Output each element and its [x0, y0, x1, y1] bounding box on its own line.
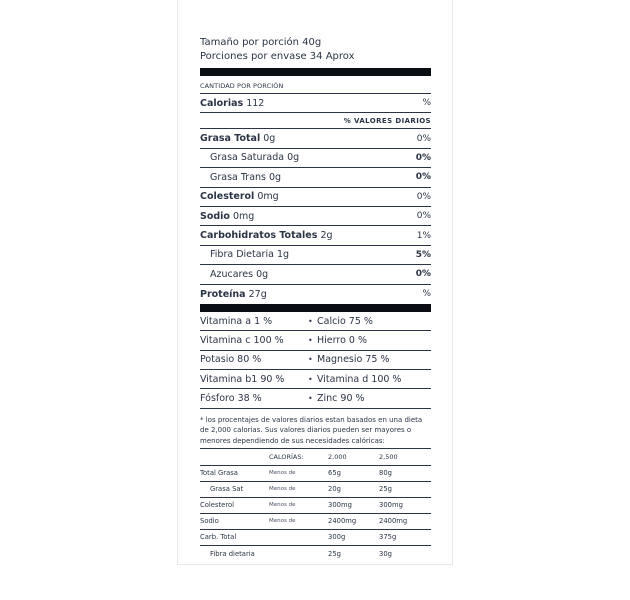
table-cell-limit: Menos de [269, 465, 328, 481]
table-cell-2500: 2400mg [379, 513, 431, 529]
nutrient-row-saturated-fat [200, 149, 431, 168]
table-row [200, 513, 431, 529]
nutrient-pct: 0% [415, 269, 431, 280]
vitamin-left: Vitamina c 100 % [200, 334, 284, 346]
vitamin-row [200, 370, 431, 389]
table-cell-limit: Menos de [269, 497, 328, 513]
nutrient-value: 0g [269, 171, 282, 183]
nutrient-value: 1g [276, 249, 290, 261]
amount-per-serving-heading: CANTIDAD POR PORCIÓN [200, 76, 431, 94]
vitamin-right: Calcio 75 % [317, 315, 373, 327]
table-cell-2000: 2400mg [328, 513, 379, 529]
calories-pct: % [422, 98, 431, 109]
nutrition-panel [177, 0, 453, 565]
calories-label: Calorias [200, 97, 244, 109]
nutrient-label: Fibra Dietaria [210, 249, 274, 261]
table-header-row [200, 449, 431, 465]
table-cell-2000: 300g [328, 529, 379, 545]
table-cell-name: Fibra dietaria [210, 549, 255, 558]
table-cell-2000: 20g [328, 481, 379, 497]
nutrient-value: 0g [256, 268, 269, 280]
thick-divider [200, 304, 431, 312]
bullet: • [308, 394, 313, 404]
table-cell-limit: Menos de [269, 513, 328, 529]
nutrient-label: Grasa Saturada [210, 152, 285, 164]
nutrient-pct: % [422, 289, 431, 300]
nutrient-label: Colesterol [200, 191, 255, 203]
nutrient-value: 27g [248, 288, 267, 300]
table-header-cell: 2,000 [328, 449, 379, 465]
vitamin-row [200, 312, 431, 331]
calories-value: 112 [246, 97, 265, 109]
vitamin-right: Zinc 90 % [317, 393, 365, 405]
nutrient-row-cholesterol [200, 188, 431, 207]
table-cell-limit [269, 529, 328, 545]
nutrient-label: Azucares [210, 268, 254, 280]
nutrition-facts-label [200, 36, 431, 561]
daily-values-reference-table [200, 449, 431, 561]
nutrient-row-sodium [200, 207, 431, 226]
nutrient-pct: 0% [415, 172, 431, 183]
vitamin-row [200, 331, 431, 350]
nutrient-pct: 5% [415, 249, 431, 260]
vitamin-left: Potasio 80 % [200, 354, 262, 366]
vitamin-row [200, 389, 431, 408]
table-row [200, 545, 431, 561]
table-cell-2500: 30g [379, 549, 392, 558]
bullet: • [308, 335, 313, 345]
table-header-cell [200, 449, 269, 465]
nutrient-label: Grasa Trans [210, 171, 266, 183]
nutrient-row-total-fat [200, 129, 431, 148]
bullet: • [308, 316, 313, 326]
nutrient-row-total-carbs [200, 226, 431, 245]
vitamin-right: Magnesio 75 % [317, 354, 390, 366]
bullet: • [308, 374, 313, 384]
daily-values-heading: % VALORES DIARIOS [200, 113, 431, 129]
thick-divider [200, 68, 431, 76]
vitamin-left: Vitamina a 1 % [200, 315, 273, 327]
calories-row [200, 94, 431, 113]
table-cell-2500: 300mg [379, 497, 431, 513]
table-row [200, 529, 431, 545]
table-cell-2500: 25g [379, 481, 431, 497]
nutrient-value: 0mg [257, 191, 279, 203]
serving-size: Tamaño por porción 40g [200, 37, 322, 48]
nutrient-row-protein [200, 285, 431, 304]
nutrient-value: 2g [320, 230, 333, 242]
vitamin-left: Fósforo 38 % [200, 393, 262, 405]
table-row [200, 497, 431, 513]
servings-per-container: Porciones por envase 34 Aprox [200, 51, 355, 62]
vitamin-right: Vitamina d 100 % [317, 373, 402, 385]
table-cell-name: Colesterol [200, 497, 269, 513]
table-cell-limit: Menos de [269, 481, 328, 497]
vitamin-left: Vitamina b1 90 % [200, 373, 285, 385]
nutrient-row-trans-fat [200, 168, 431, 187]
table-cell-2000: 25g [328, 549, 341, 558]
nutrient-label: Grasa Total [200, 133, 261, 145]
bullet: • [308, 355, 313, 365]
table-cell-name: Carb. Total [200, 529, 269, 545]
table-cell-limit [269, 545, 328, 561]
nutrient-value: 0mg [232, 210, 255, 222]
nutrient-pct: 0% [416, 211, 431, 222]
nutrient-label: Sodio [200, 210, 230, 222]
vitamin-row [200, 351, 431, 370]
table-cell-name: Sodio [200, 513, 269, 529]
table-cell-name: Grasa Sat [200, 481, 269, 497]
nutrient-pct: 1% [416, 230, 431, 241]
nutrient-pct: 0% [416, 191, 431, 202]
table-cell-2500: 375g [379, 529, 431, 545]
table-cell-2000: 65g [328, 465, 379, 481]
nutrient-value: 0g [263, 133, 276, 145]
nutrient-label: Carbohidratos Totales [200, 230, 318, 242]
nutrient-label: Proteína [200, 288, 246, 300]
nutrient-row-dietary-fiber [200, 246, 431, 265]
table-header-cell: CALORÍAS: [269, 449, 328, 465]
vitamin-right: Hierro 0 % [317, 334, 367, 346]
nutrient-row-sugars [200, 265, 431, 284]
nutrient-pct: 0% [415, 152, 431, 163]
table-cell-2500: 80g [379, 465, 431, 481]
table-row [200, 465, 431, 481]
table-cell-2000: 300mg [328, 497, 379, 513]
table-row [200, 481, 431, 497]
nutrient-value: 0g [287, 152, 300, 164]
table-cell-name: Total Grasa [200, 465, 269, 481]
table-header-cell: 2,500 [379, 449, 431, 465]
nutrient-pct: 0% [416, 133, 431, 144]
daily-values-footnote: * los procentajes de valores diarios estan basados en una dieta de 2,000 calorias. Sus valores diarios pueden ser mayores o menores dependiendo de sus necesidades calóricas: [200, 409, 431, 450]
